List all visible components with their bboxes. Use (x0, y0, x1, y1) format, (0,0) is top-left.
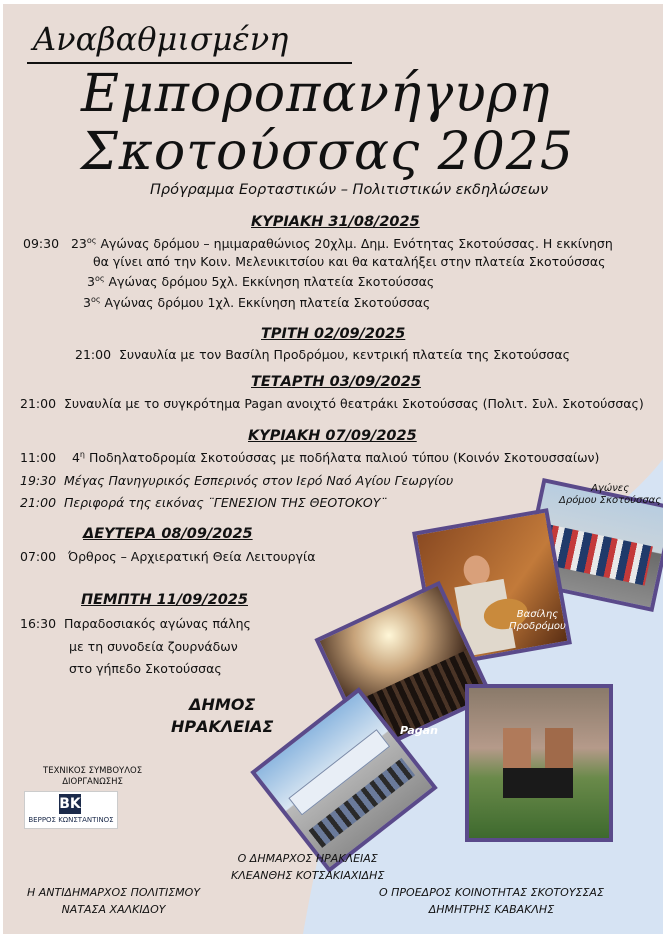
technical-advisor-label (43, 766, 142, 788)
subtitle: Πρόγραμμα Εορταστικών – Πολιτιστικών εκδηλώσεων (150, 182, 549, 198)
event-time: 09:30 (23, 236, 60, 252)
event-4 (75, 347, 570, 362)
event-9 (20, 549, 315, 564)
sponsor-line1: ΤΕΧΝΙΚΟΣ ΣΥΜΒΟΥΛΟΣ (43, 766, 143, 776)
runners-caption-line2: Δρόμου Σκοτούσσας (559, 495, 662, 506)
event-time: 21:00 (75, 347, 112, 362)
runners-caption-line1: Αγώνες (591, 483, 630, 494)
runners-caption (559, 483, 661, 507)
sponsor-logo-mark: BK (59, 796, 81, 812)
sponsor-line2: ΔΙΟΡΓΑΝΩΣΗΣ (62, 777, 123, 787)
event-2 (87, 274, 434, 289)
event-text: Μέγας Πανηγυρικός Εσπερινός στον Ιερό Ναό Αγίου Γεωργίου (63, 473, 454, 488)
deputy-title: Η ΑΝΤΙΔΗΜΑΡΧΟΣ ΠΟΛΙΤΙΣΜΟΥ (27, 886, 201, 899)
poster (3, 4, 663, 934)
event-text: Περιφορά της εικόνας ¨ΓΕΝΕΣΙΟΝ ΤΗΣ ΘΕΟΤΟΚΟΥ¨ (63, 495, 387, 510)
day-heading-6: ΠΕΜΠΤΗ 11/09/2025 (81, 592, 248, 608)
ride-number: 4 (71, 450, 80, 466)
municipality-name (171, 694, 273, 738)
event-time: 07:00 (20, 549, 57, 564)
president-title: Ο ΠΡΟΕΔΡΟΣ ΚΟΙΝΟΤΗΤΑΣ ΣΚΟΤΟΥΣΣΑΣ (379, 886, 604, 899)
event-text: Αγώνας δρόμου – ημιμαραθώνιος 20χλμ. Δημ. Ενότητας Σκοτούσσας. Η εκκίνηση (100, 236, 613, 252)
event-8 (20, 495, 387, 510)
event-text: Συναυλία με τον Βασίλη Προδρόμου, κεντρική πλατεία της Σκοτούσσας (118, 347, 570, 362)
main-title-line1: Εμποροπανήγυρη (81, 64, 551, 124)
deputy-name: ΝΑΤΑΣΑ ΧΑΛΚΙΔΟΥ (61, 903, 166, 916)
sponsor-logo (24, 791, 118, 829)
ride-suffix: η (79, 450, 85, 459)
race-number: 3 (87, 274, 95, 290)
event-5 (20, 396, 644, 411)
event-1-line2: θα γίνει από την Κοιν. Μελενικιτσίου και θα καταλήξει στην πλατεία Σκοτούσσας (93, 254, 606, 269)
mayor-title: Ο ΔΗΜΑΡΧΟΣ ΗΡΑΚΛΕΙΑΣ (237, 852, 378, 865)
race-suffix: ος (94, 274, 105, 283)
mayor-name: ΚΛΕΑΝΘΗΣ ΚΟΤΣΑΚΙΑΧΙΔΗΣ (231, 869, 385, 882)
race-suffix: ος (86, 236, 97, 245)
event-time: 21:00 (20, 495, 57, 510)
event-time: 21:00 (20, 396, 57, 411)
event-3 (83, 295, 430, 310)
wrestling-photo (465, 684, 613, 842)
band-caption: Pagan (400, 724, 438, 737)
event-text: Όρθρος – Αρχιερατική Θεία Λειτουργία (67, 549, 316, 564)
deputy-signature (27, 884, 200, 918)
municipality-line2: ΗΡΑΚΛΕΙΑΣ (171, 717, 274, 736)
singer-caption-line2: Προδρόμου (509, 621, 566, 632)
race-number: 3 (83, 295, 91, 311)
day-heading-5: ΔΕΥΤΕΡΑ 08/09/2025 (83, 526, 253, 542)
day-heading-1: ΚΥΡΙΑΚΗ 31/08/2025 (251, 214, 420, 230)
event-text: Συναυλία με το συγκρότημα Pagan ανοιχτό θεατράκι Σκοτούσσας (Πολιτ. Συλ. Σκοτούσσας) (63, 396, 644, 411)
upgraded-heading: Αναβαθμισμένη (33, 20, 289, 58)
event-text: Αγώνας δρόμου 1χλ. Εκκίνηση πλατεία Σκοτούσσας (104, 295, 431, 311)
singer-caption (509, 609, 566, 633)
mayor-signature (231, 850, 384, 884)
event-10-line1 (20, 616, 251, 631)
event-7 (20, 473, 453, 488)
event-text: Παραδοσιακός αγώνας πάλης (63, 616, 251, 631)
day-heading-3: ΤΕΤΑΡΤΗ 03/09/2025 (251, 374, 421, 390)
singer-caption-line1: Βασίλης (516, 609, 559, 620)
event-time: 11:00 (20, 450, 57, 466)
sponsor-logo-name: ΒΕΡΡΟΣ ΚΩΝΣΤΑΝΤΙΝΟΣ (28, 816, 114, 824)
event-6 (20, 450, 599, 465)
race-number: 23 (70, 236, 87, 252)
day-heading-4: ΚΥΡΙΑΚΗ 07/09/2025 (248, 428, 417, 444)
day-heading-2: ΤΡΙΤΗ 02/09/2025 (261, 326, 406, 342)
event-10-line2: με τη συνοδεία ζουρνάδων (69, 639, 238, 654)
event-text: Αγώνας δρόμου 5χλ. Εκκίνηση πλατεία Σκοτούσσας (108, 274, 435, 290)
event-text: Ποδηλατοδρομία Σκοτούσσας με ποδήλατα παλιού τύπου (Κοινόν Σκοτουσσαίων) (88, 450, 600, 466)
president-signature (379, 884, 604, 918)
event-1-line1 (23, 236, 613, 251)
municipality-line1: ΔΗΜΟΣ (189, 695, 256, 714)
wrestlers-trousers (503, 768, 573, 798)
president-name: ΔΗΜΗΤΡΗΣ ΚΑΒΑΚΛΗΣ (428, 903, 555, 916)
event-10-line3: στο γήπεδο Σκοτούσσας (69, 661, 222, 676)
main-title-line2: Σκοτούσσας 2025 (81, 122, 574, 182)
event-time: 16:30 (20, 616, 57, 631)
race-suffix: ος (90, 295, 101, 304)
event-time: 19:30 (20, 473, 57, 488)
